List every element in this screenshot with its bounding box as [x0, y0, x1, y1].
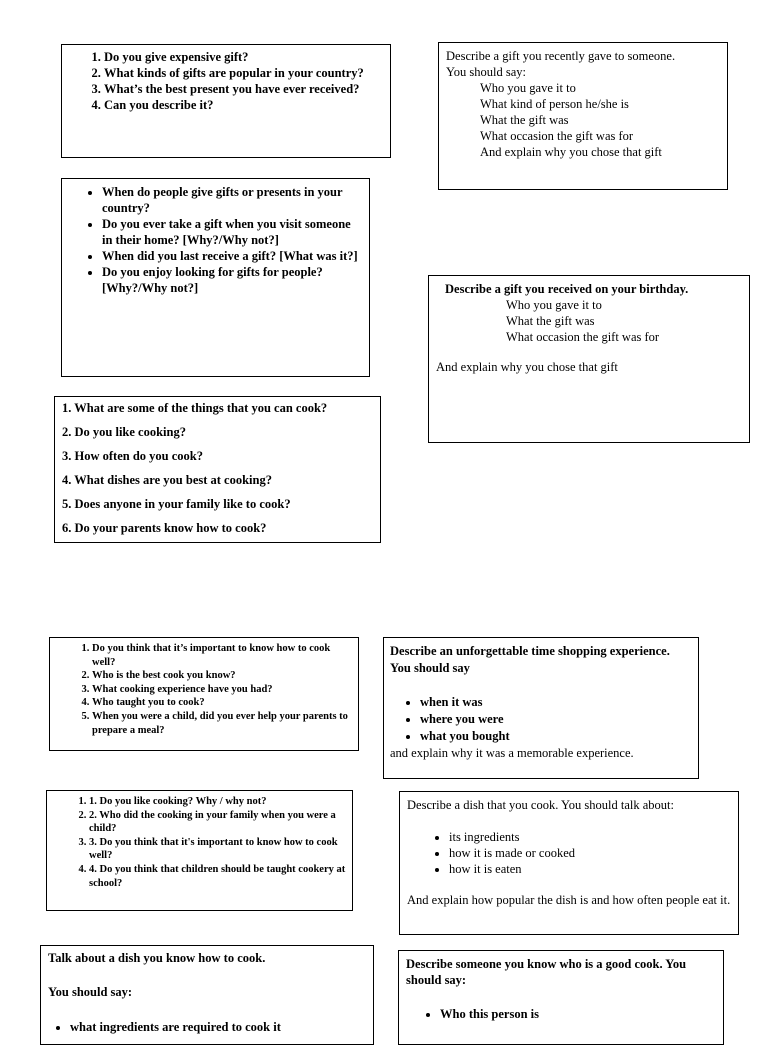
list-item: What the gift was [480, 113, 569, 127]
cue-card-closing: and explain why it was a memorable experience. [390, 746, 634, 760]
list-item: • what ingredients are required to cook it [70, 1019, 366, 1036]
cue-card-shopping [383, 637, 699, 779]
cue-card-intro: You should say: [48, 985, 133, 999]
cue-card-closing: And explain how popular the dish is and how often people eat it. [407, 893, 731, 907]
list-item: What kind of person he/she is [480, 97, 629, 111]
list-item: What occasion the gift was for [506, 330, 660, 344]
cue-card-title: Describe a dish that you cook. You should talk about: [407, 798, 674, 812]
cue-card-points [407, 829, 731, 877]
cue-card-dish-know [40, 945, 374, 1045]
list-item: 1. Do you give expensive gift? [104, 49, 384, 65]
cue-card-points [390, 694, 692, 745]
list-item: 4. What dishes are you best at cooking? [62, 473, 272, 487]
cue-card-points [436, 297, 742, 345]
list-item: 2. 2. Who did the cooking in your family when you were a child? [89, 809, 346, 836]
list-item: • When did you last receive a gift? [What was it?] [102, 248, 363, 264]
list-item: 2. What kinds of gifts are popular in your country? [104, 65, 384, 81]
cue-card-dish-cook [399, 791, 739, 935]
question-box-cooking-1 [54, 396, 381, 543]
cue-card-points [406, 1006, 716, 1022]
list-item: • Who this person is [440, 1006, 716, 1022]
list-item: • where you were [420, 711, 692, 728]
question-list [68, 49, 384, 113]
cue-card-points [48, 1019, 366, 1036]
list-item: What the gift was [506, 314, 595, 328]
question-list [56, 642, 352, 737]
cue-card-good-cook [398, 950, 724, 1045]
list-item: • when it was [420, 694, 692, 711]
list-item: 3. 3. Do you think that it's important to know how to cook well? [89, 836, 346, 863]
list-item: • what you bought [420, 728, 692, 745]
list-item: 4. 4. Do you think that children should be taught cookery at school? [89, 863, 346, 890]
question-box-gifts-2 [61, 178, 370, 377]
list-item: Who you gave it to [480, 81, 576, 95]
list-item: • When do people give gifts or presents in your country? [102, 184, 363, 216]
cue-card-closing: And explain why you chose that gift [436, 360, 618, 374]
question-list [68, 184, 363, 296]
list-item: And explain why you chose that gift [480, 145, 662, 159]
question-box-cooking-2 [49, 637, 359, 751]
list-item: 2. Do you like cooking? [62, 425, 186, 439]
list-item: 4. Can you describe it? [104, 97, 384, 113]
cue-card-gift-birthday [428, 275, 750, 443]
list-item: 5. Does anyone in your family like to cook? [62, 497, 291, 511]
cue-card-intro: You should say: [446, 65, 526, 79]
list-item: • how it is eaten [449, 861, 731, 877]
cue-card-title: Describe a gift you recently gave to someone. [446, 49, 676, 63]
list-item: What occasion the gift was for [480, 129, 634, 143]
list-item: • how it is made or cooked [449, 845, 731, 861]
list-item: • Do you enjoy looking for gifts for people? [Why?/Why not?] [102, 264, 363, 296]
cue-card-title: Talk about a dish you know how to cook. [48, 951, 266, 965]
list-item: 4. Who taught you to cook? [92, 696, 352, 710]
question-box-cooking-3 [46, 790, 353, 911]
cue-card-title: Describe an unforgettable time shopping experience. You should say [390, 644, 670, 675]
cue-card-gift-gave [438, 42, 728, 190]
list-item: 2. Who is the best cook you know? [92, 669, 352, 683]
cue-card-title: Describe a gift you received on your birthday. [445, 282, 689, 296]
list-item: • its ingredients [449, 829, 731, 845]
cue-card-title: Describe someone you know who is a good cook. You should say: [406, 957, 687, 987]
list-item: 6. Do your parents know how to cook? [62, 521, 267, 535]
list-item: 3. How often do you cook? [62, 449, 203, 463]
cue-card-points [446, 80, 720, 160]
list-item: Who you gave it to [506, 298, 602, 312]
list-item: 3. What cooking experience have you had? [92, 683, 352, 697]
list-item: 1. Do you think that it’s important to know how to cook well? [92, 642, 352, 669]
question-box-gifts-1 [61, 44, 391, 158]
list-item: 5. When you were a child, did you ever help your parents to prepare a meal? [92, 710, 352, 737]
list-item: 1. What are some of the things that you can cook? [62, 401, 328, 415]
list-item: 1. 1. Do you like cooking? Why / why not? [89, 795, 346, 809]
question-list [53, 795, 346, 890]
list-item: • Do you ever take a gift when you visit someone in their home? [Why?/Why not?] [102, 216, 363, 248]
list-item: 3. What’s the best present you have ever received? [104, 81, 384, 97]
